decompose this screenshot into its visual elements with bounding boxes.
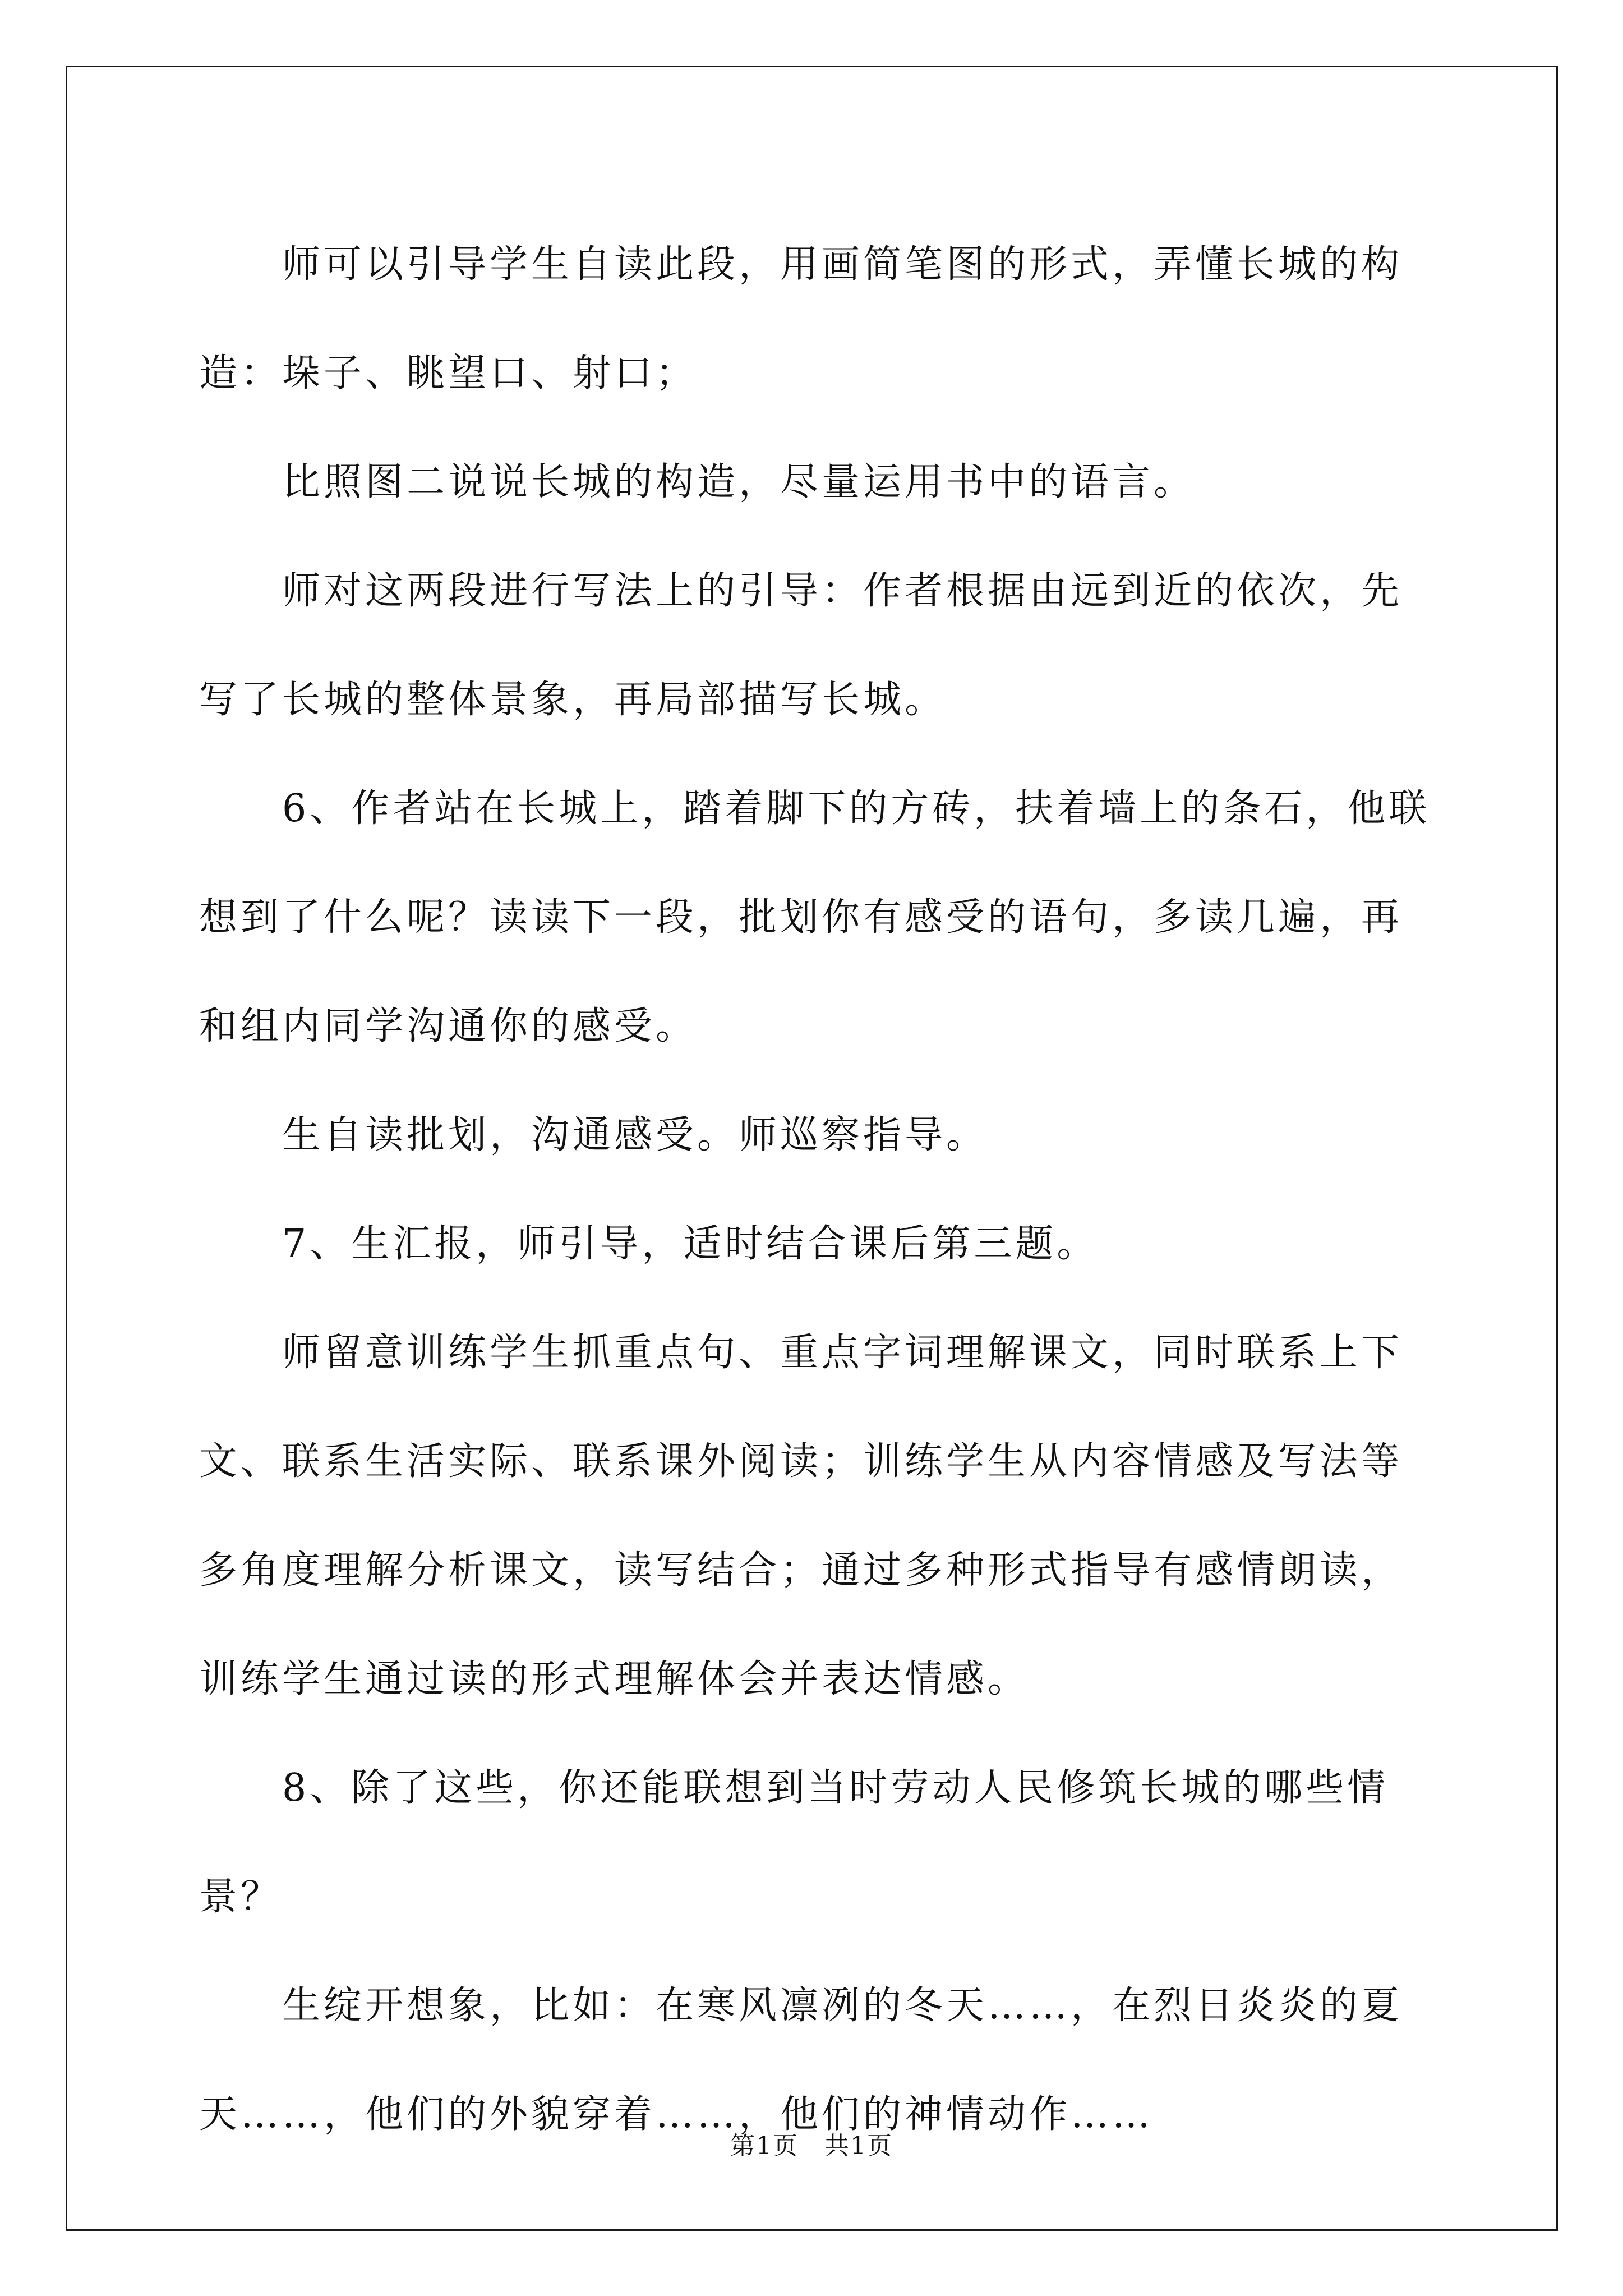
page-number-footer: 第1页 共1页 bbox=[730, 2132, 893, 2160]
paragraph: 7、生汇报，师引导，适时结合课后第三题。 bbox=[282, 1222, 1099, 1266]
document-body bbox=[199, 210, 1433, 2169]
paragraph: 师留意训练学生抓重点句、重点字词理解课文，同时联系上下文、联系生活实际、联系课外阅读；训练学生从内容情感及写法等多角度理解分析课文，读写结合；通过多种形式指导有感情朗读，训练学生通过读的形式理解体会并表达情感。 bbox=[199, 1331, 1403, 1701]
paragraph: 比照图二说说长城的构造，尽量运用书中的语言。 bbox=[282, 460, 1196, 504]
paragraph: 生自读批划，沟通感受。师巡察指导。 bbox=[282, 1113, 988, 1157]
paragraph: 6、作者站在长城上，踏着脚下的方砖，扶着墙上的条石，他联想到了什么呢？读读下一段，批划你有感受的语句，多读几遍，再和组内同学沟通你的感受。 bbox=[199, 786, 1431, 1048]
paragraph: 生绽开想象，比如：在寒风凛冽的冬天……，在烈日炎炎的夏天……，他们的外貌穿着……，他们的神情动作…… bbox=[199, 1984, 1403, 2137]
paragraph: 8、除了这些，你还能联想到当时劳动人民修筑长城的哪些情景？ bbox=[199, 1766, 1389, 1919]
paragraph: 师可以引导学生自读此段，用画简笔图的形式，弄懂长城的构造：垛子、眺望口、射口； bbox=[199, 242, 1403, 395]
paragraph: 师对这两段进行写法上的引导：作者根据由远到近的依次，先写了长城的整体景象，再局部描写长城。 bbox=[199, 569, 1403, 722]
